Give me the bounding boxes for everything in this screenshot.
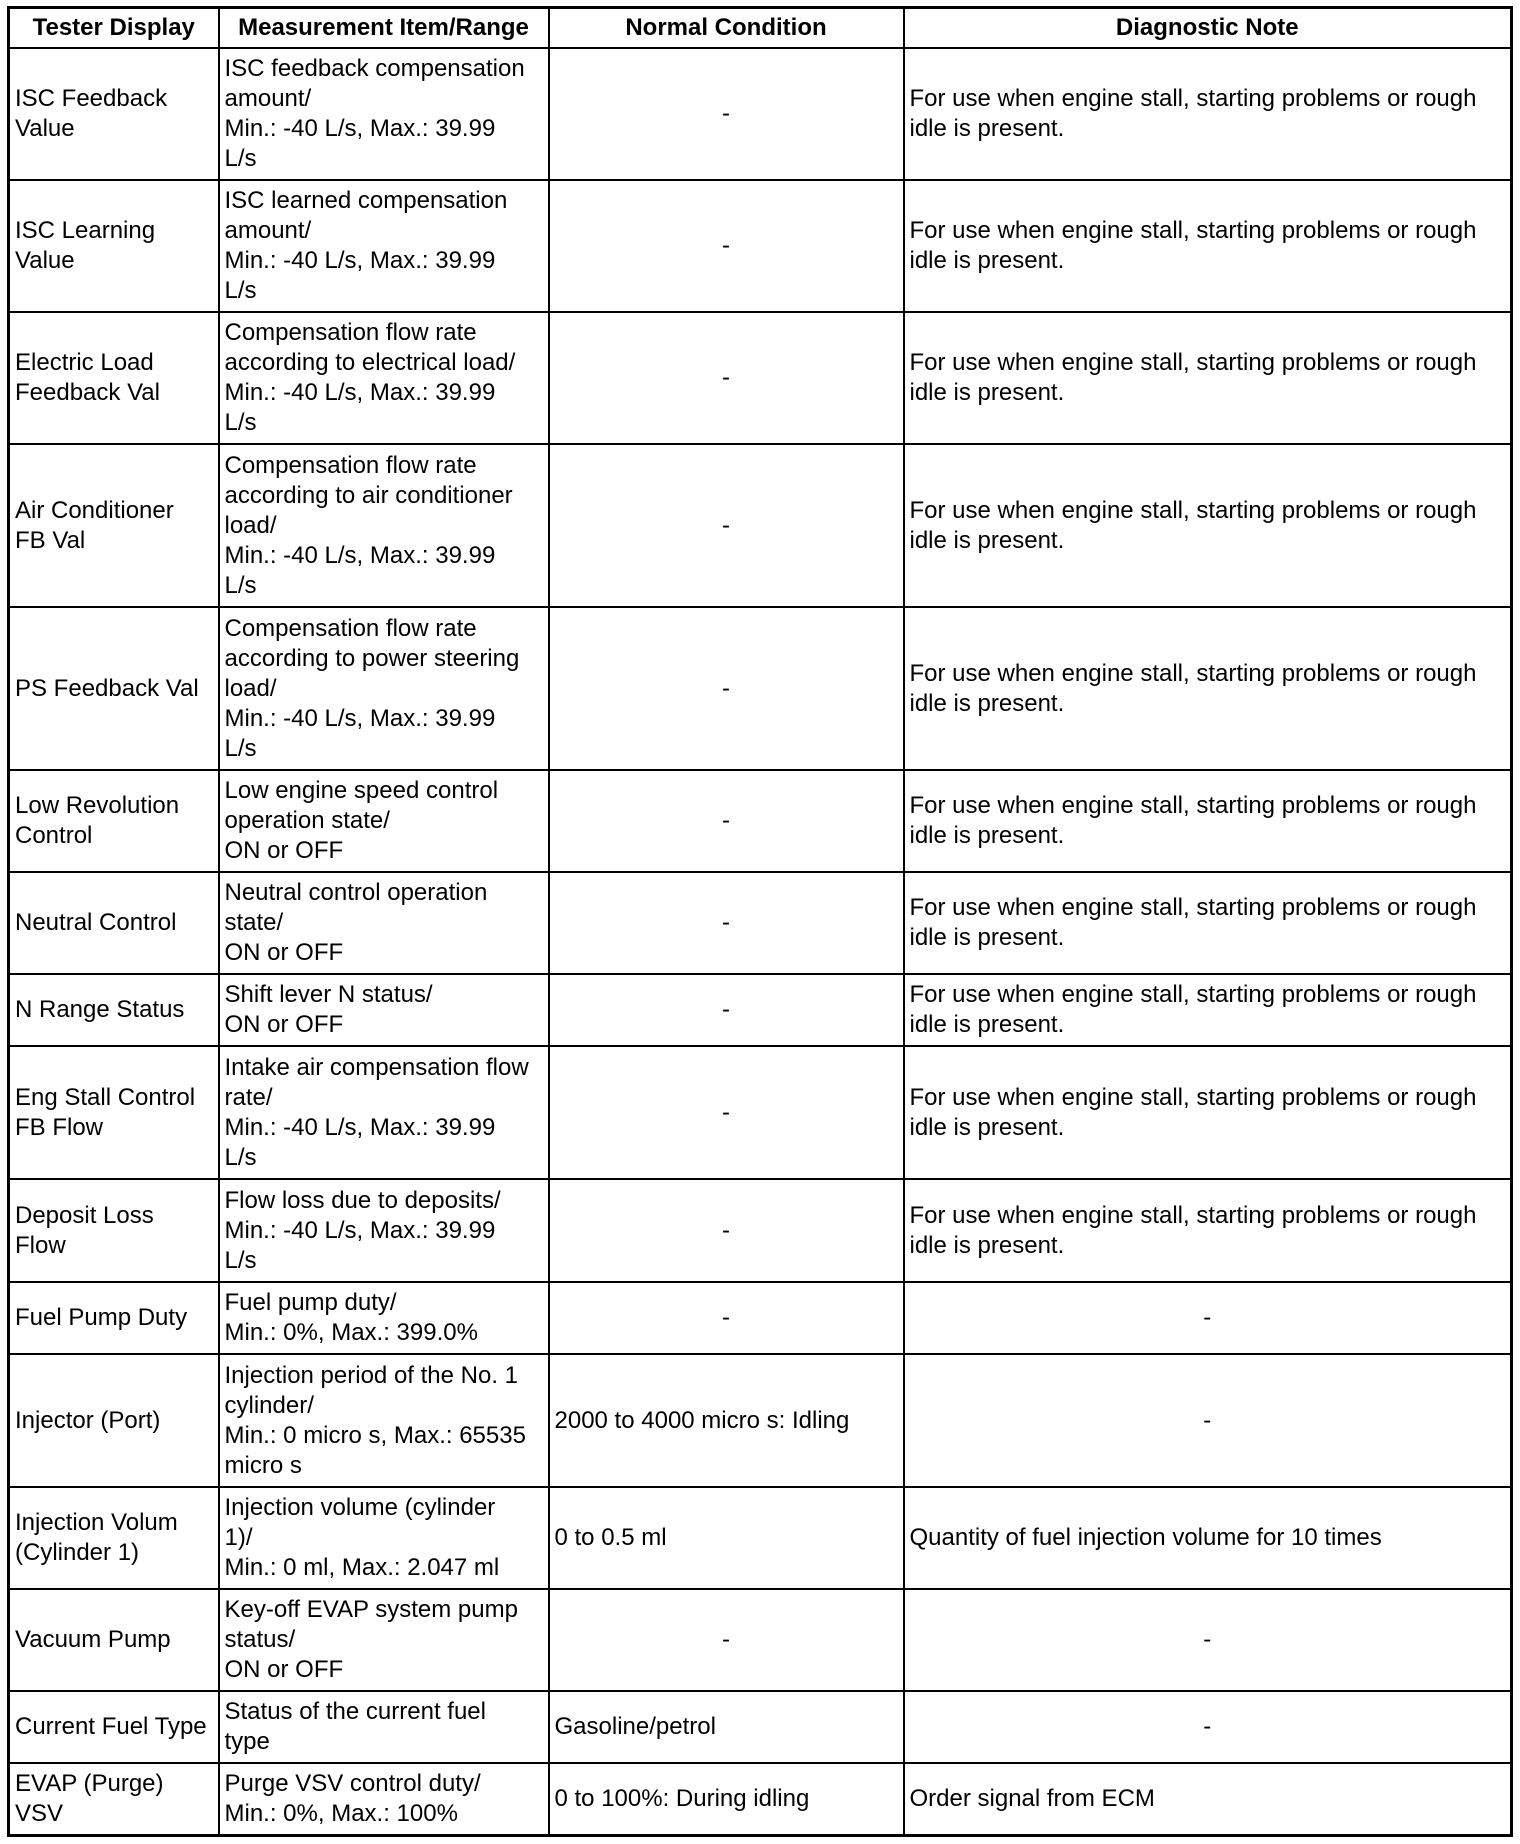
normal-condition-cell: - — [549, 770, 904, 872]
tester-display-cell: ISC Feedback Value — [9, 48, 219, 180]
measurement-cell: Compensation flow rate according to power steering load/ Min.: -40 L/s, Max.: 39.99 L/s — [219, 607, 549, 770]
measurement-cell: Neutral control operation state/ ON or OFF — [219, 872, 549, 974]
normal-condition-cell: - — [549, 1282, 904, 1354]
tester-display-cell: Vacuum Pump — [9, 1589, 219, 1691]
diagnostic-note-cell: For use when engine stall, starting problems or rough idle is present. — [904, 770, 1512, 872]
normal-condition-cell: - — [549, 1179, 904, 1282]
header-measurement-item-range: Measurement Item/Range — [219, 8, 549, 49]
diagnostic-note-cell: - — [904, 1282, 1512, 1354]
normal-condition-cell: - — [549, 48, 904, 180]
tester-display-cell: Neutral Control — [9, 872, 219, 974]
measurement-cell: Key-off EVAP system pump status/ ON or OFF — [219, 1589, 549, 1691]
tester-display-cell: Fuel Pump Duty — [9, 1282, 219, 1354]
normal-condition-cell: - — [549, 444, 904, 607]
table-row — [9, 180, 1512, 312]
tester-display-cell: Current Fuel Type — [9, 1691, 219, 1763]
header-diagnostic-note: Diagnostic Note — [904, 8, 1512, 49]
diagnostic-note-cell: - — [904, 1354, 1512, 1487]
tester-display-cell: Air Conditioner FB Val — [9, 444, 219, 607]
diagnostic-note-cell: For use when engine stall, starting problems or rough idle is present. — [904, 1179, 1512, 1282]
normal-condition-cell: - — [549, 974, 904, 1046]
header-tester-display: Tester Display — [9, 8, 219, 49]
tester-display-cell: PS Feedback Val — [9, 607, 219, 770]
diagnostic-data-table — [7, 6, 1513, 1837]
measurement-cell: ISC learned compensation amount/ Min.: -40 L/s, Max.: 39.99 L/s — [219, 180, 549, 312]
tester-display-cell: N Range Status — [9, 974, 219, 1046]
table-row — [9, 607, 1512, 770]
measurement-cell: Low engine speed control operation state/ ON or OFF — [219, 770, 549, 872]
table-header-row — [9, 8, 1512, 49]
table-row — [9, 1282, 1512, 1354]
measurement-cell: Fuel pump duty/ Min.: 0%, Max.: 399.0% — [219, 1282, 549, 1354]
diagnostic-note-cell: For use when engine stall, starting problems or rough idle is present. — [904, 607, 1512, 770]
diagnostic-note-cell: Order signal from ECM — [904, 1763, 1512, 1835]
measurement-cell: Purge VSV control duty/ Min.: 0%, Max.: 100% — [219, 1763, 549, 1835]
normal-condition-cell: - — [549, 607, 904, 770]
table-row — [9, 312, 1512, 444]
normal-condition-cell: 0 to 100%: During idling — [549, 1763, 904, 1835]
measurement-cell: Intake air compensation flow rate/ Min.: -40 L/s, Max.: 39.99 L/s — [219, 1046, 549, 1179]
tester-display-cell: Injector (Port) — [9, 1354, 219, 1487]
tester-display-cell: ISC Learning Value — [9, 180, 219, 312]
tester-display-cell: Injection Volum (Cylinder 1) — [9, 1487, 219, 1589]
table-row — [9, 770, 1512, 872]
diagnostic-note-cell: For use when engine stall, starting problems or rough idle is present. — [904, 444, 1512, 607]
measurement-cell: Injection period of the No. 1 cylinder/ Min.: 0 micro s, Max.: 65535 micro s — [219, 1354, 549, 1487]
table-row — [9, 1046, 1512, 1179]
normal-condition-cell: Gasoline/petrol — [549, 1691, 904, 1763]
diagnostic-note-cell: For use when engine stall, starting problems or rough idle is present. — [904, 872, 1512, 974]
tester-display-cell: Eng Stall Control FB Flow — [9, 1046, 219, 1179]
diagnostic-note-cell: For use when engine stall, starting problems or rough idle is present. — [904, 312, 1512, 444]
table-row — [9, 1589, 1512, 1691]
diagnostic-note-cell: For use when engine stall, starting problems or rough idle is present. — [904, 1046, 1512, 1179]
measurement-cell: Flow loss due to deposits/ Min.: -40 L/s, Max.: 39.99 L/s — [219, 1179, 549, 1282]
diagnostic-note-cell: For use when engine stall, starting problems or rough idle is present. — [904, 974, 1512, 1046]
normal-condition-cell: - — [549, 1589, 904, 1691]
table-row — [9, 974, 1512, 1046]
normal-condition-cell: - — [549, 312, 904, 444]
measurement-cell: Shift lever N status/ ON or OFF — [219, 974, 549, 1046]
normal-condition-cell: 0 to 0.5 ml — [549, 1487, 904, 1589]
table-row — [9, 1179, 1512, 1282]
table-row — [9, 872, 1512, 974]
diagnostic-note-cell: - — [904, 1589, 1512, 1691]
measurement-cell: Compensation flow rate according to air conditioner load/ Min.: -40 L/s, Max.: 39.99 L/s — [219, 444, 549, 607]
normal-condition-cell: - — [549, 1046, 904, 1179]
measurement-cell: Injection volume (cylinder 1)/ Min.: 0 ml, Max.: 2.047 ml — [219, 1487, 549, 1589]
tester-display-cell: Deposit Loss Flow — [9, 1179, 219, 1282]
diagnostic-note-cell: For use when engine stall, starting problems or rough idle is present. — [904, 48, 1512, 180]
diagnostic-note-cell: For use when engine stall, starting problems or rough idle is present. — [904, 180, 1512, 312]
measurement-cell: Compensation flow rate according to electrical load/ Min.: -40 L/s, Max.: 39.99 L/s — [219, 312, 549, 444]
table-row — [9, 1354, 1512, 1487]
tester-display-cell: EVAP (Purge) VSV — [9, 1763, 219, 1835]
normal-condition-cell: - — [549, 872, 904, 974]
table-row — [9, 1487, 1512, 1589]
tester-display-cell: Electric Load Feedback Val — [9, 312, 219, 444]
measurement-cell: Status of the current fuel type — [219, 1691, 549, 1763]
table-row — [9, 444, 1512, 607]
diagnostic-note-cell: - — [904, 1691, 1512, 1763]
measurement-cell: ISC feedback compensation amount/ Min.: -40 L/s, Max.: 39.99 L/s — [219, 48, 549, 180]
normal-condition-cell: 2000 to 4000 micro s: Idling — [549, 1354, 904, 1487]
normal-condition-cell: - — [549, 180, 904, 312]
tester-display-cell: Low Revolution Control — [9, 770, 219, 872]
table-row — [9, 48, 1512, 180]
table-row — [9, 1763, 1512, 1835]
header-normal-condition: Normal Condition — [549, 8, 904, 49]
table-row — [9, 1691, 1512, 1763]
diagnostic-note-cell: Quantity of fuel injection volume for 10 times — [904, 1487, 1512, 1589]
